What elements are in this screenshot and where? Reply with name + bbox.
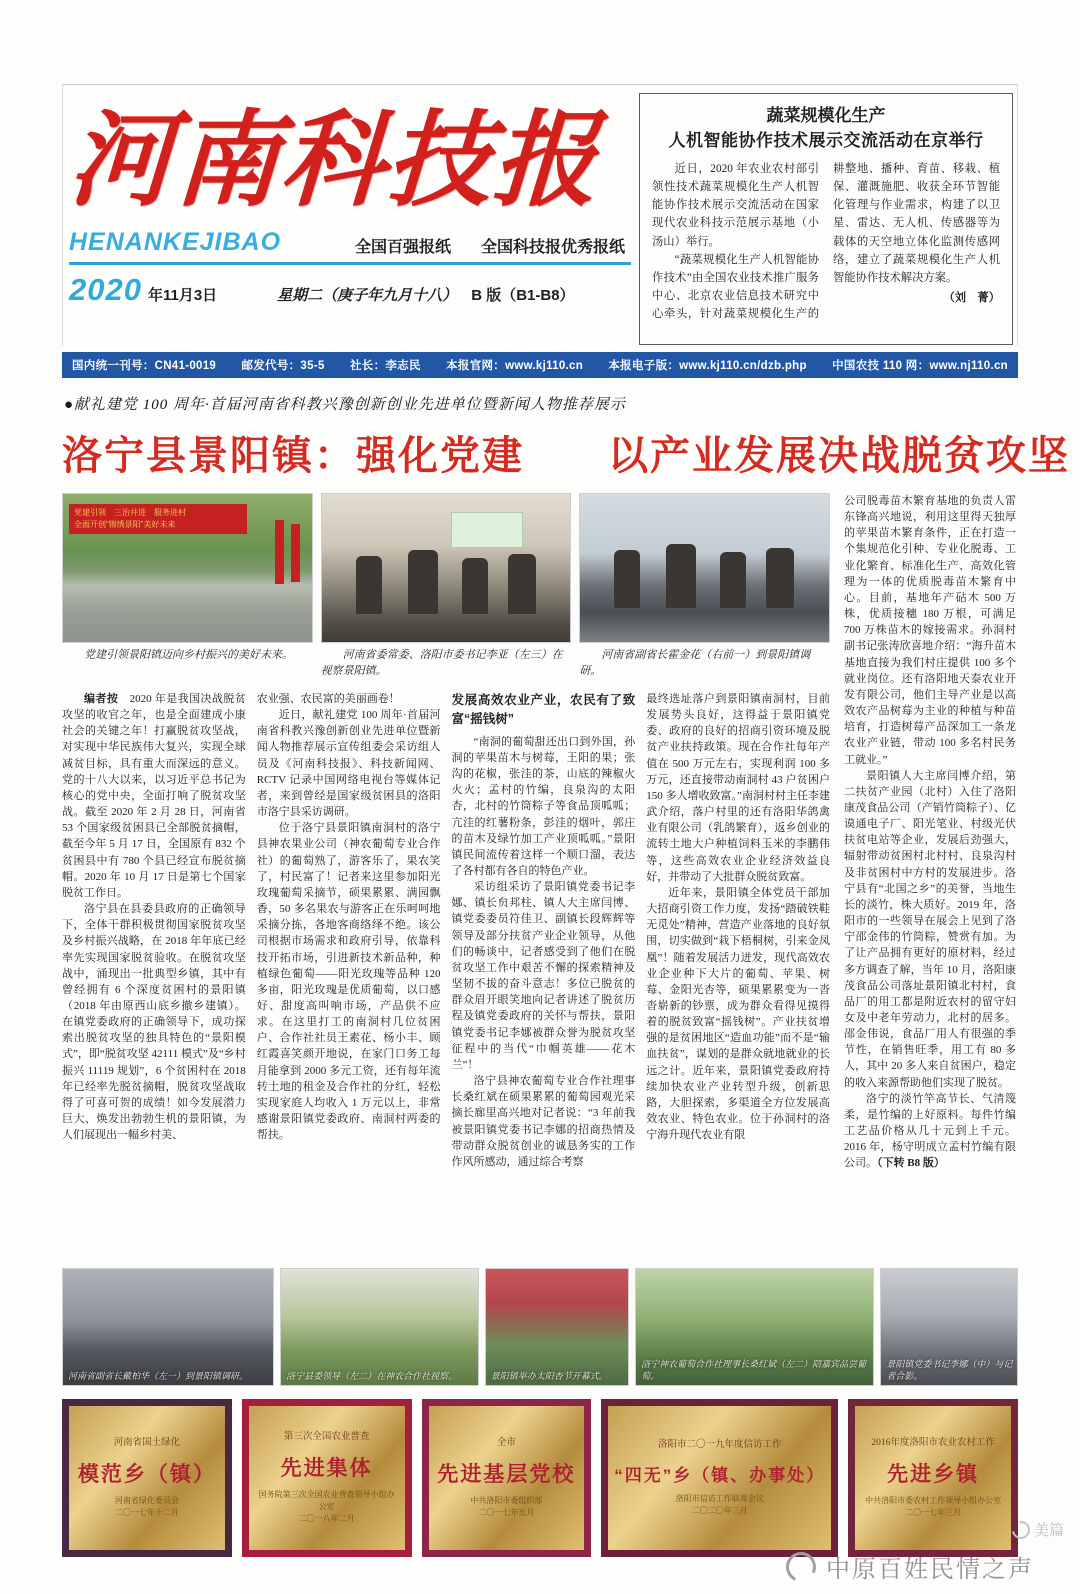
- newspaper-pinyin: HENANKEJIBAO: [69, 228, 282, 257]
- boxed-article-title-line2: 人机智能协作技术展示交流活动在京举行: [668, 130, 984, 150]
- masthead-left: [65, 93, 631, 346]
- editor-note-label: 编者按: [84, 693, 119, 705]
- banner-line2: 全面开创“锦绣景阳”美好未来: [74, 520, 176, 529]
- article-paragraph: 近日，献礼建党 100 周年·首届河南省科教兴豫创新创业先进单位暨新闻人物推荐展示宣传组委会采访组人员及《河南科技报》、科技新闻网、RCTV 记录中国网络电视台等媒体记者，来到曾经是国家级贫困县的洛阳市洛宁县采访调研。: [256, 709, 441, 819]
- plaque-title: 先进基层党校: [437, 1463, 576, 1487]
- plaque-issuer: [255, 1489, 399, 1525]
- article-column-3: [452, 691, 636, 1249]
- masthead-subrow: [69, 228, 631, 257]
- issue-date: 年11月3日: [147, 287, 218, 305]
- plaque-title: “四无”乡（镇、办事处）: [614, 1465, 826, 1485]
- plaque-header: 第三次全国农业普查: [283, 1431, 370, 1442]
- plaque-date-line: 二〇一七年三月: [905, 1508, 962, 1518]
- meipian-brand: [1012, 1519, 1064, 1540]
- honor-titles: [355, 234, 625, 257]
- article-paragraph: 近年来，景阳镇全体党员干部加大招商引资工作力度，发扬“踏破铁鞋无觅处”精神，营造产业落地的良好氛围，切实做到“栽下梧桐树，引来金凤凰”！随着发展活力迸发，现代高效农业企业种下大片的葡萄、苹果、树莓、金阳光杏等，硕果累累变为一沓沓崭新的钞票，成为群众看得见摸得着的脱贫致富“摇钱树”。产业扶贫增强的是贫困地区“造血功能”而不是“输血扶贫”，谋划的是群众就地就业的长远之计。近年来，景阳镇党委政府持续加快农业产业转型升级，创新思路，大胆探索，多渠道全方位发展高效农业、特色农业。位于孙洞村的洛宁海升现代农业有限: [646, 886, 830, 1142]
- award-plaques-row: [62, 1399, 1018, 1557]
- award-plaque-party-school: [422, 1399, 592, 1557]
- plaque-issuer: [470, 1495, 542, 1519]
- plaque-header: 全市: [496, 1437, 516, 1448]
- plaque-issuer-line: 中共洛阳市委组织部: [470, 1496, 543, 1506]
- article-paragraph: [62, 691, 246, 901]
- e-paper-site: 本报电子版：www.kj110.cn/dzb.php: [608, 360, 807, 372]
- photo-caption: 洛宁县委领导（左二）在神农合作社视察。: [286, 1370, 458, 1381]
- plaque-date-line: 二〇一七年五月: [478, 1508, 535, 1518]
- bottom-photo-row: [62, 1268, 1018, 1386]
- photo-caption: 河南省副省长戴柏华（左一）到景阳镇调研。: [68, 1370, 249, 1381]
- bottom-photo-1: [62, 1268, 274, 1386]
- official-site: 本报官网：www.kj110.cn: [446, 360, 584, 372]
- bottom-photo-4: [635, 1268, 874, 1386]
- article-paragraph: 景阳镇人大主席闫博介绍，第二扶贫产业园（北村）入住了洛阳康茂食品公司（产销竹筒粽子）、亿谟通电子厂、阳光笔业、村级光伏扶贫电站等企业，发展后劲强大，辐射带动贫困村北村村、良泉沟村及非贫困村中方村的发展进步。洛宁县有“北国之乡”的美誉，当地生长的淡竹，株大质好。2019 年，洛阳市的一些领导在展会上见到了洛宁邵金伟的竹筒粽，赞赏有加。为了让产品拥有更好的原材料，经过多方调查了解，当年 10 月，洛阳康茂食品公司落址景阳镇北村村，食品厂的用工都是附近农村的留守妇女及中老年劳动力，北村的居多。邵金伟说，食品厂用人有很强的季节性，在销售旺季，用工有 80 多人，其中 20 多人来自贫困户，稳定的收入来源帮助他们实现了脱贫。: [844, 769, 1016, 1089]
- plaque-issuer: [865, 1495, 1001, 1519]
- watermark-label: 中原百姓民情之声: [826, 1557, 1034, 1583]
- issue-edition: B 版（B1-B8）: [471, 287, 575, 305]
- boxed-article-body: [652, 160, 1000, 332]
- people-silhouette: [766, 548, 794, 608]
- people-silhouette: [720, 552, 746, 608]
- plaque-issuer-line: 河南省绿化委员会: [114, 1496, 179, 1506]
- honor-1: 全国百强报纸: [354, 239, 451, 257]
- issue-year: 2020: [69, 272, 142, 308]
- article-paragraph: 最终选址落户到景阳镇南洞村，目前发展势头良好，这得益于景阳镇党委、政府的良好的招商引资环境及脱贫产业扶持政策。现在合作社每年产值在 500 万元左右，实现利润 100 多万元，还直接带动南洞村 43 户贫困户 150 多人增收致富。”南洞村村主任李建武介绍，落户村里的还有洛阳华鸽禽业有限公司（乳鸽繁育），返乡创业的流转土地大户种植饲料玉米的李鹏伟等，这些高效农业企业经济效益良好，并带动了大批群众脱贫致富。: [646, 693, 830, 883]
- plaque-issuer-line: 洛阳市信访工作联席会议: [675, 1493, 764, 1503]
- meipian-logo-icon: [1008, 1517, 1033, 1542]
- postal-code: 邮发代号：35-5: [241, 360, 325, 372]
- agri-site: 中国农技 110 网：www.nj110.cn: [832, 360, 1008, 372]
- article-text: 洛宁的淡竹竿高节长、气清篾柔，是竹编的上好原料。每件竹编工艺品价格从几十元到上千元。2016 年，杨守明成立孟村竹编有限公司。: [844, 1092, 1016, 1170]
- boxed-article: [639, 93, 1013, 345]
- award-plaque-advanced-township: [848, 1399, 1018, 1557]
- award-plaque-greening-model: [62, 1399, 232, 1557]
- bottom-photo-2: [280, 1268, 479, 1386]
- plaque-issuer-line: 国务院第三次全国农业普查领导小组办公室: [258, 1490, 395, 1512]
- article-paragraph: 农业强、农民富的美丽画卷！: [256, 693, 400, 705]
- people-silhouette: [462, 558, 488, 614]
- bottom-photo-3: [485, 1268, 629, 1386]
- plaque-header: 河南省国土绿化: [113, 1437, 181, 1448]
- plaque-date-line: 二〇一八年二月: [298, 1514, 355, 1524]
- masthead: [62, 84, 1018, 346]
- article-columns: [62, 691, 830, 1249]
- article-paragraph: 采访组采访了景阳镇党委书记李娜、镇长贠邦柱、镇人大主席闫博、镇党委委员符佳卫、副镇长段辉辉等领导及部分扶贫产业企业领导，从他们的畅谈中，记者感受到了他们在脱贫攻坚工作中艰苦不懈的探索精神及坚韧不拔的奋斗意志！多位已脱贫的群众眉开眼笑地向记者讲述了脱贫历程及镇党委政府的关怀与帮扶，景阳镇党委书记李娜被群众誉为脱贫攻坚征程中的当代“巾帼英雄——花木兰”！: [451, 881, 636, 1071]
- series-note: ●献礼建党 100 周年·首届河南省科教兴豫创新创业先进单位暨新闻人物推荐展示: [64, 397, 626, 413]
- banner-line1: 党建引领 三治并进 服务进村: [74, 508, 186, 517]
- award-plaque-advanced-collective: [242, 1399, 412, 1557]
- photo-caption: 河南省委常委、洛阳市委书记李亚（左三）在视察景阳镇。: [320, 649, 563, 677]
- main-article-area: [62, 493, 1018, 1259]
- plaque-header: 洛阳市二〇一九年度信访工作: [657, 1440, 782, 1451]
- photo-caption: 党建引领景阳镇迈向乡村振兴的美好未来。: [84, 649, 293, 661]
- article-paragraph: 洛宁县神农葡萄专业合作社理事长桑红斌在硕果累累的葡萄园观光采摘长廊里高兴地对记者说：“3 年前我被景阳镇党委书记李娜的招商热情及带动群众脱贫创业的诚恳务实的工作作风所感动，通过综合考察: [451, 1075, 636, 1168]
- plaque-title: 先进乡镇: [887, 1463, 980, 1487]
- photo-caption: 景阳镇党委书记李娜（中）与记者合影。: [886, 1358, 1013, 1381]
- boxed-article-paragraph: “蔬菜规模化生产人机智能协作技术”由全国农业技术推广服务中心、北京农业信息技术研究中心牵头，针对蔬菜规模化生产的耕整地、播种、育苗、移栽、植保、灌溉施肥、收获全环节智能化管理与作业需求，构建了以卫星、雷达、无人机、传感器等为载体的天空地立体化监测传感网络，建立了蔬菜规模化生产人机智能协作技术解决方案。: [652, 163, 1000, 320]
- red-banner: [69, 504, 247, 534]
- honor-2: 全国科技报优秀报纸: [480, 239, 625, 257]
- boxed-article-byline: （刘 菁）: [943, 291, 1000, 304]
- date-row: [69, 272, 631, 308]
- plaque-date-line: 二〇一七年十二月: [114, 1508, 179, 1518]
- account-watermark: [786, 1549, 1034, 1584]
- editor-note-text: 2020 年是我国决战脱贫攻坚的收官之年，也是全面建成小康社会的关键之年！打赢脱贫攻坚战，对实现中华民族伟大复兴，实现全球减贫目标，具有重大而深远的意义。党的十八大以来，以习近平总书记为核心的党中央，全面打响了脱贫攻坚战。截至 2020 年 2 月 28 日，河南省 53 个国家级贫困县已全部脱贫摘帽，截至今年 5 月 17 日，全国原有 832 个贫困县中有 780 个县已经宣布脱贫摘帽。2020 年 10 月 17 日是第七个国家脱贫工作日。: [62, 693, 246, 899]
- vertical-banner: [291, 524, 300, 582]
- boxed-article-title-line1: 蔬菜规模化生产: [766, 106, 886, 125]
- main-headline: 洛宁县景阳镇：强化党建 以产业发展决战脱贫攻坚: [62, 434, 1070, 478]
- turn-page-note: （下转 B8 版）: [877, 1157, 945, 1170]
- photo-caption: 洛宁神农葡萄合作社理事长桑红斌（左二）陪嘉宾品尝葡萄。: [641, 1358, 867, 1381]
- award-plaque-siwu: [601, 1399, 838, 1557]
- article-paragraph: [844, 1091, 1016, 1172]
- meipian-brand-label: 美篇: [1033, 1522, 1064, 1539]
- article-column-4: [646, 691, 830, 1249]
- plaque-issuer: [676, 1493, 764, 1517]
- vertical-banner: [275, 520, 284, 584]
- people-silhouette: [356, 556, 382, 614]
- people-silhouette: [666, 544, 696, 608]
- photo-caption: 河南省副省长霍金花（右前一）到景阳镇调研。: [579, 649, 811, 677]
- main-left-block: [62, 493, 830, 1259]
- boxed-article-title: [652, 104, 1000, 153]
- boxed-article-paragraph: 近日，2020 年农业农村部引领性技术蔬菜规模化生产人机智能协作技术展示交流活动在国家现代农业科技示范展示基地（小汤山）举行。: [652, 163, 819, 248]
- photo-caption: 景阳镇举办太阳杏节开幕式。: [490, 1370, 608, 1381]
- plaque-issuer: [115, 1495, 179, 1519]
- photo-inspection-room: [321, 493, 572, 682]
- issue-weekday: 星期二（庚子年九月十八）: [277, 287, 458, 305]
- article-column-2: [257, 691, 441, 1249]
- people-silhouette: [614, 550, 640, 608]
- plaque-header: 2016年度洛阳市农业农村工作: [871, 1437, 995, 1448]
- article-column-5: [844, 493, 1016, 1259]
- bottom-photo-5: [880, 1268, 1018, 1386]
- display-board: [451, 512, 523, 548]
- article-paragraph: 位于洛宁县景阳镇南洞村的洛宁县神农果业公司（神农葡萄专业合作社）的葡萄熟了，游客乐了，果农笑了，村民富了！记者来这里参加阳光玫瑰葡萄采摘节，硕果累累、满园飘香，50 多名果农与游客正在乐呵呵地采摘分拣，各地客商络绎不绝。该公司根据市场需求和政府引导，依靠科技开拓市场，引进新技术新品种，种植绿色葡萄——阳光玫瑰等品种 120 多亩，阳光玫瑰是优质葡萄，以口感好、甜度高叫响市场，产品供不应求。在这里打工的南洞村几位贫困户、合作社社员王素花、杨小丰、顾红霞喜笑颜开地说，在家门口务工每月能拿到 2000 多元工资，还有每年流转土地的租金及合作社的分红，轻松实现家庭人均收入 1 万元以上，非常感谢景阳镇党委政府、南洞村两委的帮扶。: [256, 822, 441, 1142]
- publisher: 社长：李志民: [349, 360, 421, 372]
- publication-info-bar: [62, 352, 1018, 378]
- plaque-title: 先进集体: [280, 1457, 373, 1481]
- top-photo-row: [62, 493, 830, 682]
- photo-road-image: [62, 493, 313, 643]
- masthead-rule: [69, 262, 631, 265]
- photo-gate-image: [579, 493, 830, 643]
- newspaper-title: 河南科技报: [65, 98, 603, 221]
- photo-room-image: [321, 493, 572, 643]
- people-silhouette: [408, 550, 438, 614]
- photo-gate-group: [579, 493, 830, 682]
- plaque-issuer-line: 中共洛阳市委农村工作领导小组办公室: [865, 1496, 1002, 1506]
- article-column-1: [62, 691, 246, 1249]
- plaque-date-line: 二〇二〇年三月: [691, 1505, 748, 1515]
- article-paragraph: “南洞的葡萄甜还出口到外国，孙洞的苹果苗木与树莓，王阳的果；张沟的花椒，张洼的茶，山底的辣椒火火火；孟村的竹编，良泉沟的太阳杏，北村的竹筒粽子等食品顶呱呱；亢洼的红薯粉条，彭洼的烟叶，郭庄的苗木及绿竹加工产业顶呱呱。”景阳镇民间流传着这样一个顺口溜，表达了各村都有各自的特色产业。: [451, 735, 636, 877]
- plaque-title: 模范乡（镇）: [77, 1463, 216, 1487]
- people-silhouette: [508, 554, 536, 614]
- article-paragraph: 公司脱毒苗木繁育基地的负责人雷东锋高兴地说，利用这里得天独厚的苹果苗木繁育条件，正在打造一个集规范化引种、专业化脱毒、工业化繁育、标准化生产、高效化管理为一体的优质脱毒苗木繁育中心。目前，基地年产砧木 500 万株，优质接穗 180 万根，可满足 700 万株苗木的嫁接需求。孙洞村副书记张涛欣喜地介绍：“海升苗木基地直接为我们村庄提供 100 多个就业岗位。还有洛阳地天泰农业开发有限公司，他们主导产业是以高效农产品树莓为主业的种植与种苗培育，打造树莓产品深加工一条龙农业产业链，带动 100 多名村民务工就业。”: [844, 495, 1016, 766]
- photo-road: [62, 493, 313, 682]
- section-subhead: 发展高效农业产业，农民有了致富“摇钱树”: [451, 693, 636, 727]
- issn-number: 国内统一刊号：CN41-0019: [72, 360, 217, 372]
- watermark-logo-icon: [782, 1547, 820, 1585]
- article-paragraph: 洛宁县在县委县政府的正确领导下，全体干群积极贯彻国家脱贫攻坚及乡村振兴战略，在 2018 年年底已经率先实现国家脱贫验收。在脱贫攻坚战中，涌现出一批典型乡镇，其中有曾经拥有 6 个深度贫困村的景阳镇（2018 年由原西山底乡撤乡建镇）。在镇党委政府的正确领导下，成功探索出脱贫攻坚的独具特色的“景阳模式”，即“脱贫攻坚 42111 模式”及“乡村振兴 11119 规划”，6 个贫困村在 2018 年已经率先脱贫摘帽，脱贫攻坚战取得了可喜可贺的成绩！如今发展潜力巨大、焕发出勃勃生机的景阳镇，为人们展现出一幅乡村美、: [62, 903, 246, 1142]
